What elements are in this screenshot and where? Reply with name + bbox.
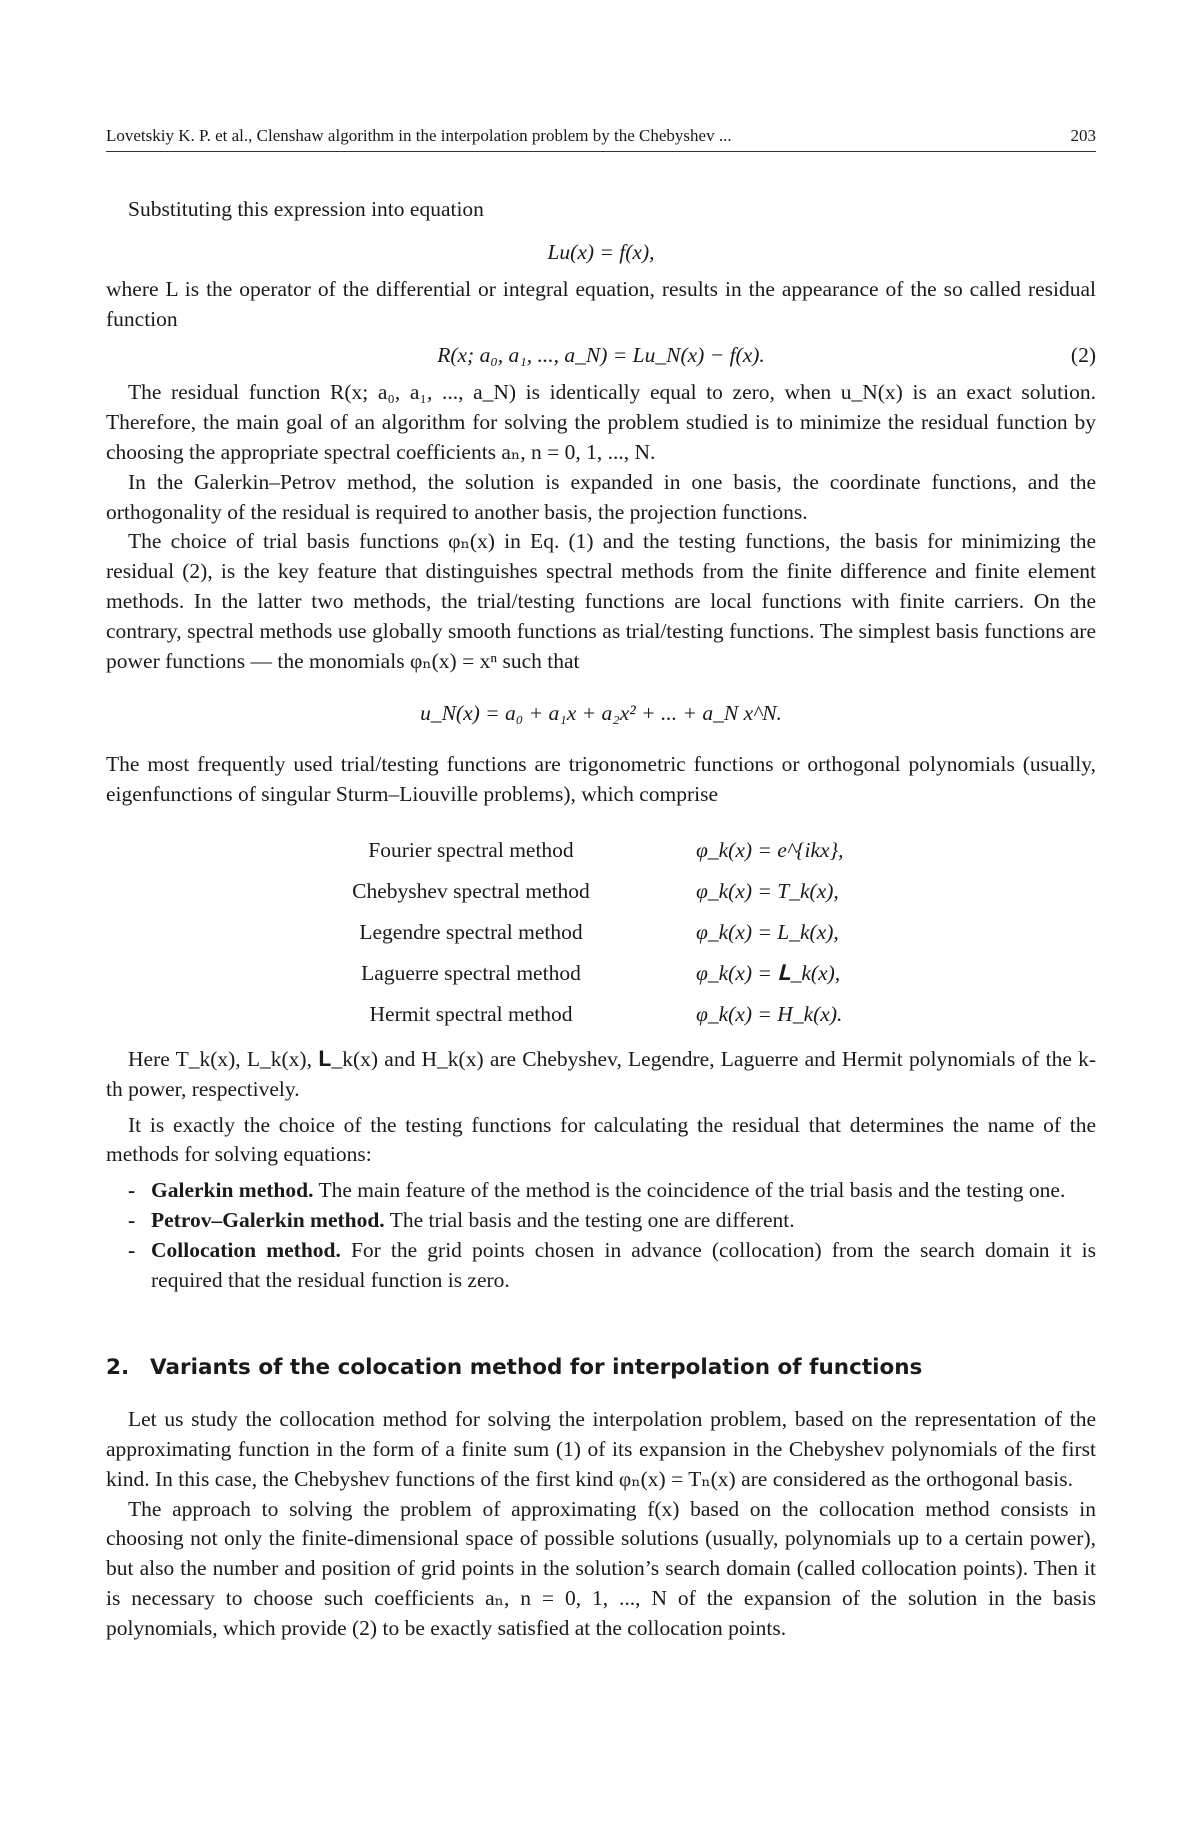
table-row <box>306 912 896 953</box>
method-formula: φ_k(x) = H_k(x). <box>696 1001 843 1026</box>
list-term: Collocation method. <box>151 1237 341 1262</box>
list-desc: The trial basis and the testing one are different. <box>389 1207 795 1232</box>
method-list <box>106 1176 1096 1295</box>
paragraph: Let us study the collocation method for solving the interpolation problem, based on the representation of the approximating function in the form of a finite sum (1) of its expansion in the Chebyshev polynomials of the first kind. In this case, the Chebyshev functions of the first kind φₙ(x) = Tₙ(x) are considered as the orthogonal basis. <box>106 1407 1096 1491</box>
method-name: Hermit spectral method <box>369 1001 573 1026</box>
paragraph: The residual function R(x; a₀, a₁, ..., a_N) is identically equal to zero, when u_N(x) is an exact solution. Therefore, the main goal of an algorithm for solving the problem studied is to minimize the residual function by choosing the appropriate spectral coefficients aₙ, n = 0, 1, ..., N. <box>106 380 1096 464</box>
page-number: 203 <box>1070 126 1096 145</box>
paragraph: Substituting this expression into equation <box>128 197 484 221</box>
spectral-methods-table <box>306 830 896 1035</box>
table-row <box>306 871 896 912</box>
main-text <box>106 195 1096 1644</box>
equation-monomial <box>106 698 1096 728</box>
section-title: Variants of the colocation method for interpolation of functions <box>150 1355 923 1381</box>
list-desc: For the grid points chosen in advance (collocation) from the search domain it is required that the residual function is zero. <box>151 1237 1096 1292</box>
method-name: Fourier spectral method <box>368 837 574 862</box>
method-name: Laguerre spectral method <box>361 960 581 985</box>
list-item <box>106 1236 1096 1296</box>
method-formula: φ_k(x) = 𝐋_k(x), <box>696 960 841 985</box>
equation-number: (2) <box>1070 343 1096 368</box>
list-dash: - <box>128 1237 136 1262</box>
list-desc: The main feature of the method is the coincidence of the trial basis and the testing one. <box>318 1178 1066 1203</box>
paragraph: The most frequently used trial/testing functions are trigonometric functions or orthogonal polynomials (usually, eigenfunctions of singular Sturm–Liouville problems), which comprise <box>106 752 1096 807</box>
list-dash: - <box>128 1207 136 1232</box>
paragraph: The approach to solving the problem of approximating f(x) based on the collocation method consists in choosing not only the finite-dimensional space of possible solutions (usually, polynomials up to a certain power), but also the number and position of grid points in the solution’s search domain (called collocation points). Then it is necessary to choose such coefficients aₙ, n = 0, 1, ..., N of the expansion of the solution in the basis polynomials, which provide (2) to be exactly satisfied at the collocation points. <box>106 1496 1096 1640</box>
equation-lu <box>106 237 1096 267</box>
equation-text: u_N(x) = a₀ + a₁x + a₂x² + ... + a_N x^N. <box>420 701 782 726</box>
equation-residual <box>106 340 1096 370</box>
equation-text: R(x; a₀, a₁, ..., a_N) = Lu_N(x) − f(x). <box>437 343 765 368</box>
table-row <box>306 953 896 994</box>
table-row <box>306 830 896 871</box>
list-dash: - <box>128 1178 136 1203</box>
method-name: Legendre spectral method <box>359 919 583 944</box>
paragraph: Here T_k(x), L_k(x), 𝐋_k(x) and H_k(x) are Chebyshev, Legendre, Laguerre and Hermit polynomials of the k-th power, respectively. <box>106 1046 1096 1101</box>
paragraph: where L is the operator of the differential or integral equation, results in the appearance of the so called residual function <box>106 276 1096 331</box>
section-heading <box>106 1353 1096 1383</box>
paragraph: The choice of trial basis functions φₙ(x) in Eq. (1) and the testing functions, the basis for minimizing the residual (2), is the key feature that distinguishes spectral methods from the finite difference and finite element methods. In the latter two methods, the trial/testing functions are local functions with finite carriers. On the contrary, spectral methods use globally smooth functions as trial/testing functions. The simplest basis functions are power functions — the monomials φₙ(x) = xⁿ such that <box>106 529 1096 673</box>
list-term: Petrov–Galerkin method. <box>151 1207 385 1232</box>
list-item <box>106 1176 1096 1206</box>
method-formula: φ_k(x) = T_k(x), <box>696 878 839 903</box>
section-number: 2. <box>106 1355 130 1381</box>
method-formula: φ_k(x) = e^{ikx}, <box>696 837 844 862</box>
paragraph: In the Galerkin–Petrov method, the solution is expanded in one basis, the coordinate functions, and the orthogonality of the residual is required to another basis, the projection functions. <box>106 469 1096 524</box>
method-formula: φ_k(x) = L_k(x), <box>696 919 839 944</box>
table-row <box>306 994 896 1035</box>
running-title: Lovetskiy K. P. et al., Clenshaw algorithm in the interpolation problem by the Chebyshev ... <box>106 126 732 145</box>
list-item <box>106 1206 1096 1236</box>
paragraph: It is exactly the choice of the testing functions for calculating the residual that determines the name of the methods for solving equations: <box>106 1112 1096 1167</box>
running-header <box>106 123 1096 152</box>
equation-text: Lu(x) = f(x), <box>547 239 655 264</box>
method-name: Chebyshev spectral method <box>352 878 590 903</box>
list-term: Galerkin method. <box>151 1178 314 1203</box>
